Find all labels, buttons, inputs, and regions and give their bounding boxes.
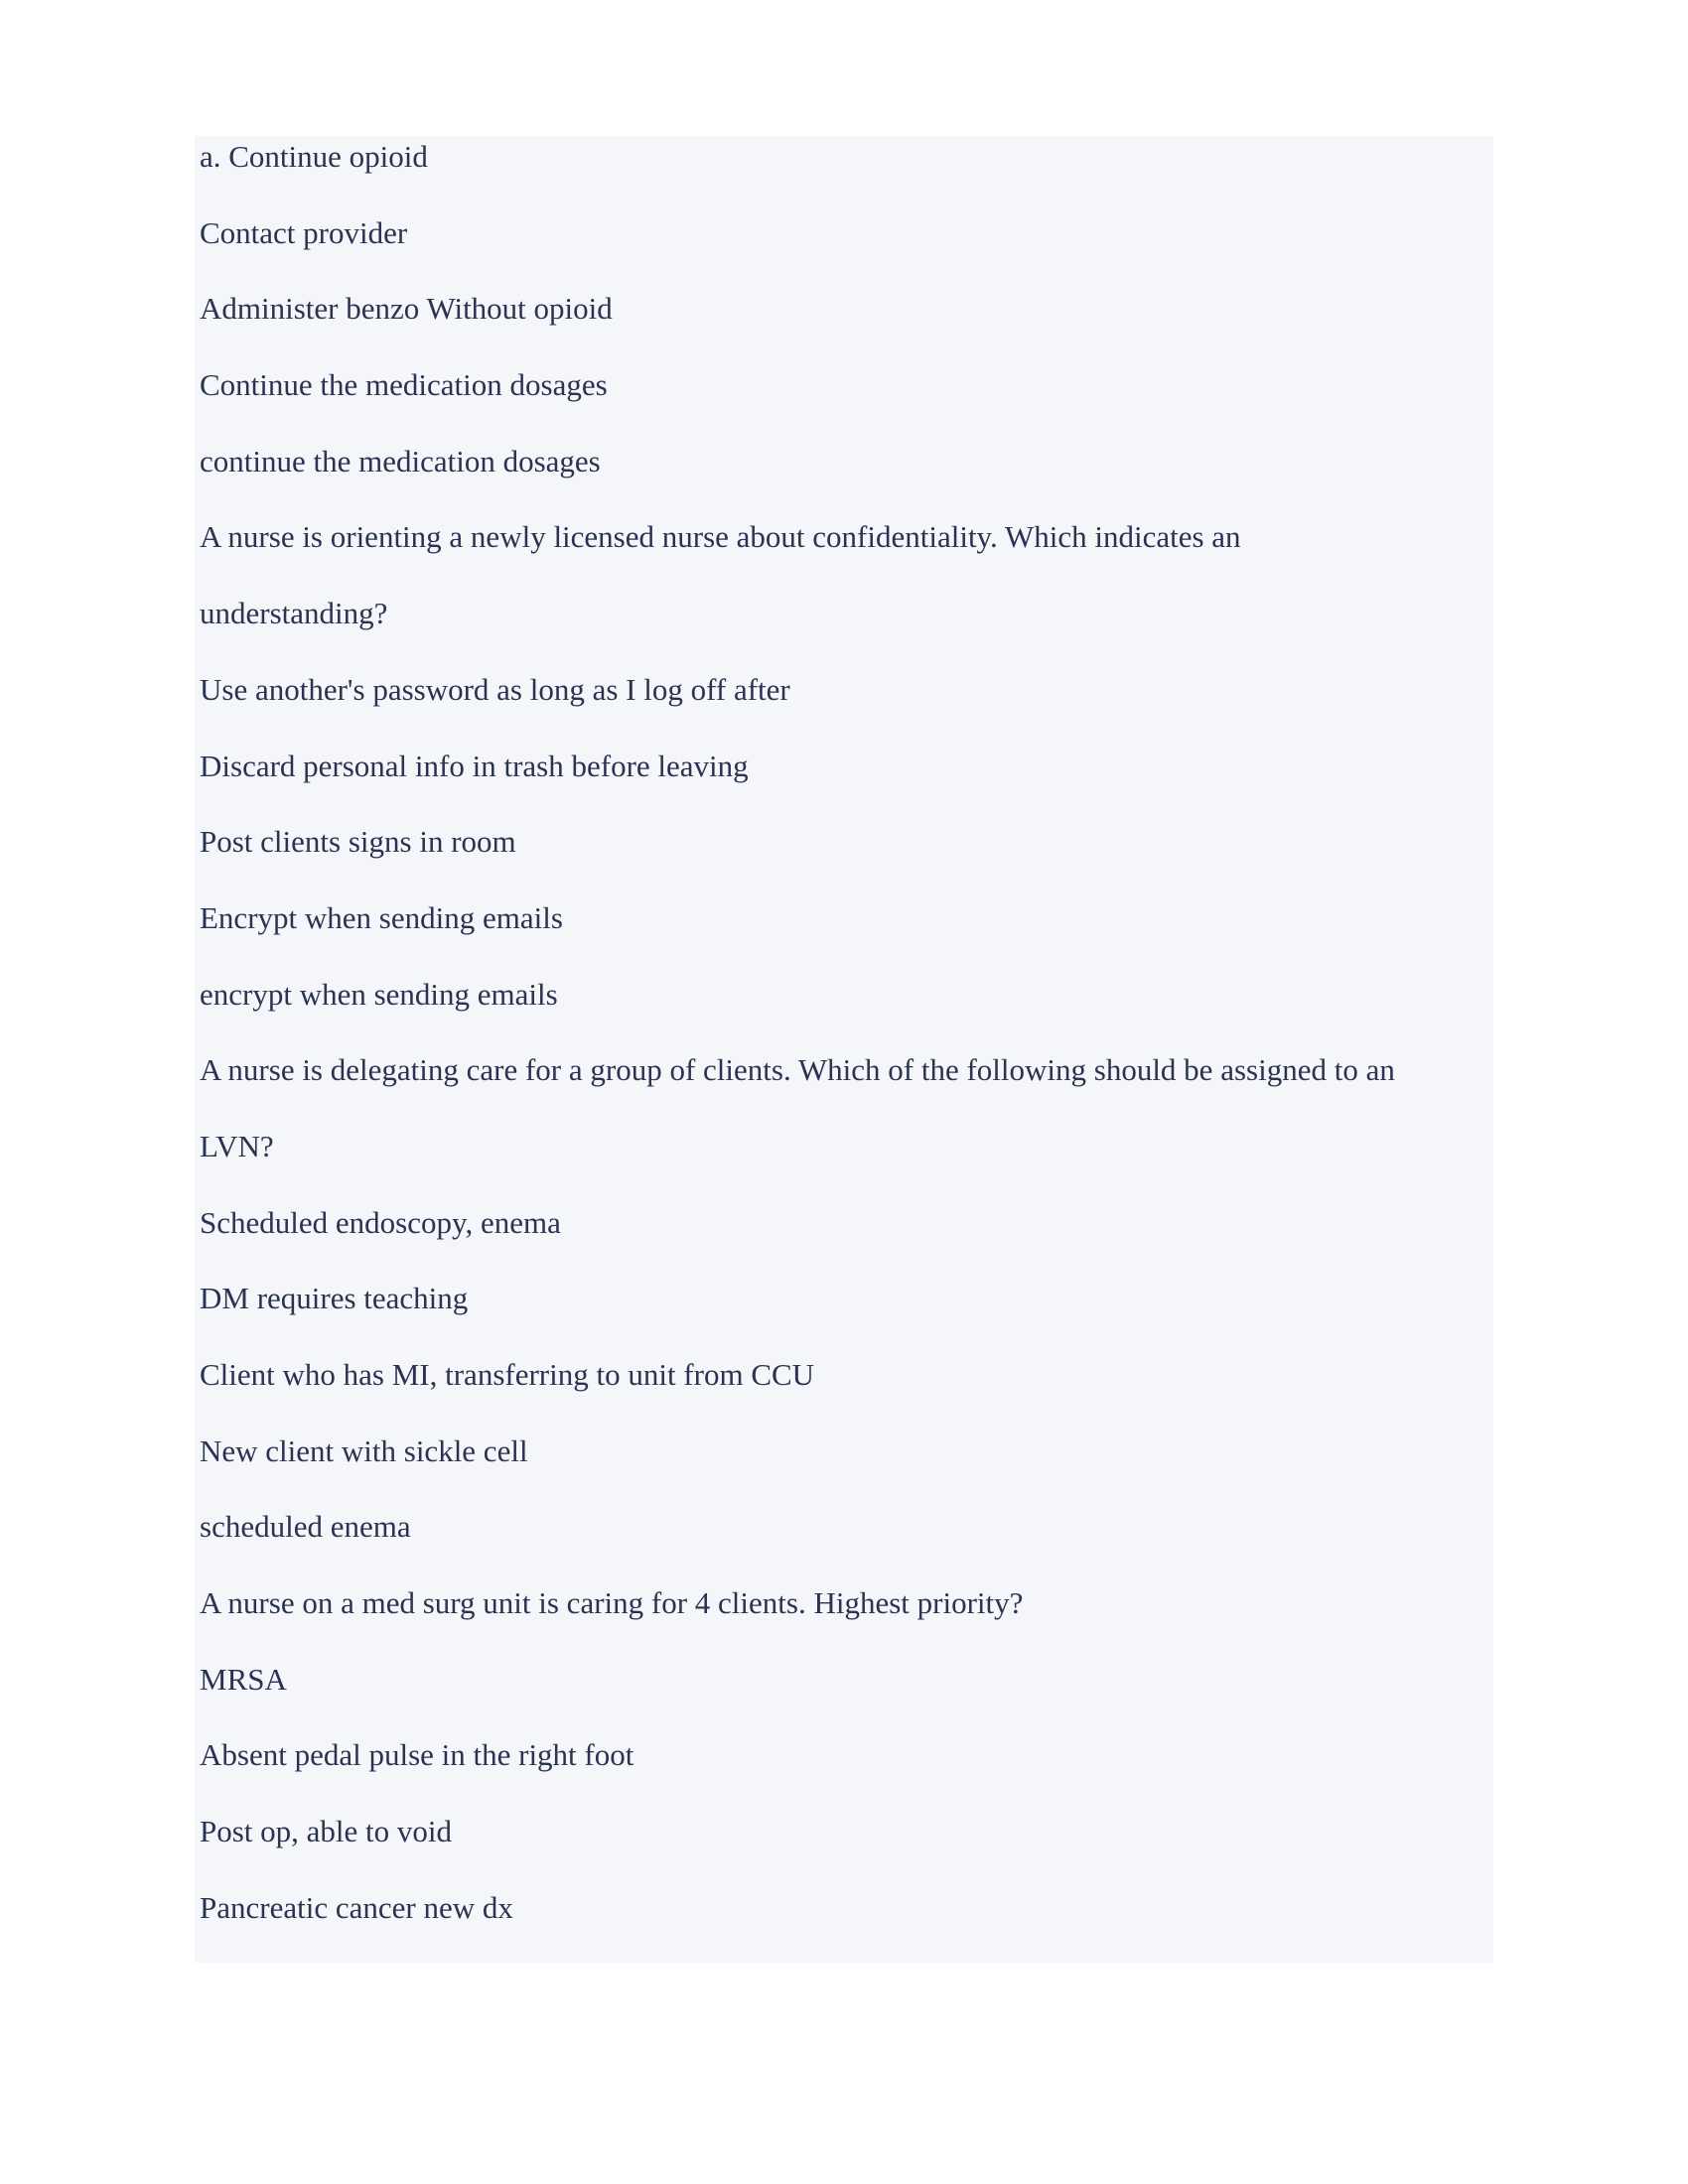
correct-answer-line: continue the medication dosages [200,443,601,478]
answer-option-line: Use another's password as long as I log off after [200,671,790,707]
answer-option-line: Contact provider [200,214,408,250]
question-line: A nurse is orienting a newly licensed nurse about confidentiality. Which indicates an [200,519,1241,555]
document-text-block [200,119,1500,1947]
question-line: understanding? [200,596,388,631]
question-line: A nurse is delegating care for a group of clients. Which of the following should be assigned to an [200,1052,1395,1088]
answer-option-line: Client who has MI, transferring to unit from CCU [200,1357,815,1392]
answer-option-line: Encrypt when sending emails [200,899,563,935]
answer-option-line: Post op, able to void [200,1814,453,1849]
question-line: A nurse on a med surg unit is caring for 4 clients. Highest priority? [200,1585,1024,1621]
question-line: LVN? [200,1128,274,1163]
answer-option-line: Continue the medication dosages [200,367,608,403]
answer-option-line: Discard personal info in trash before leaving [200,748,749,783]
answer-option-line: a. Continue opioid [200,139,428,174]
answer-option-line: MRSA [200,1661,287,1697]
answer-option-line: DM requires teaching [200,1281,469,1316]
answer-option-line: Pancreatic cancer new dx [200,1889,513,1925]
answer-option-line: Post clients signs in room [200,824,516,860]
answer-option-line: Administer benzo Without opioid [200,291,613,327]
correct-answer-line: encrypt when sending emails [200,976,558,1012]
answer-option-line: Scheduled endoscopy, enema [200,1204,561,1240]
answer-option-line: New client with sickle cell [200,1433,528,1468]
answer-option-line: Absent pedal pulse in the right foot [200,1737,634,1773]
correct-answer-line: scheduled enema [200,1509,411,1545]
